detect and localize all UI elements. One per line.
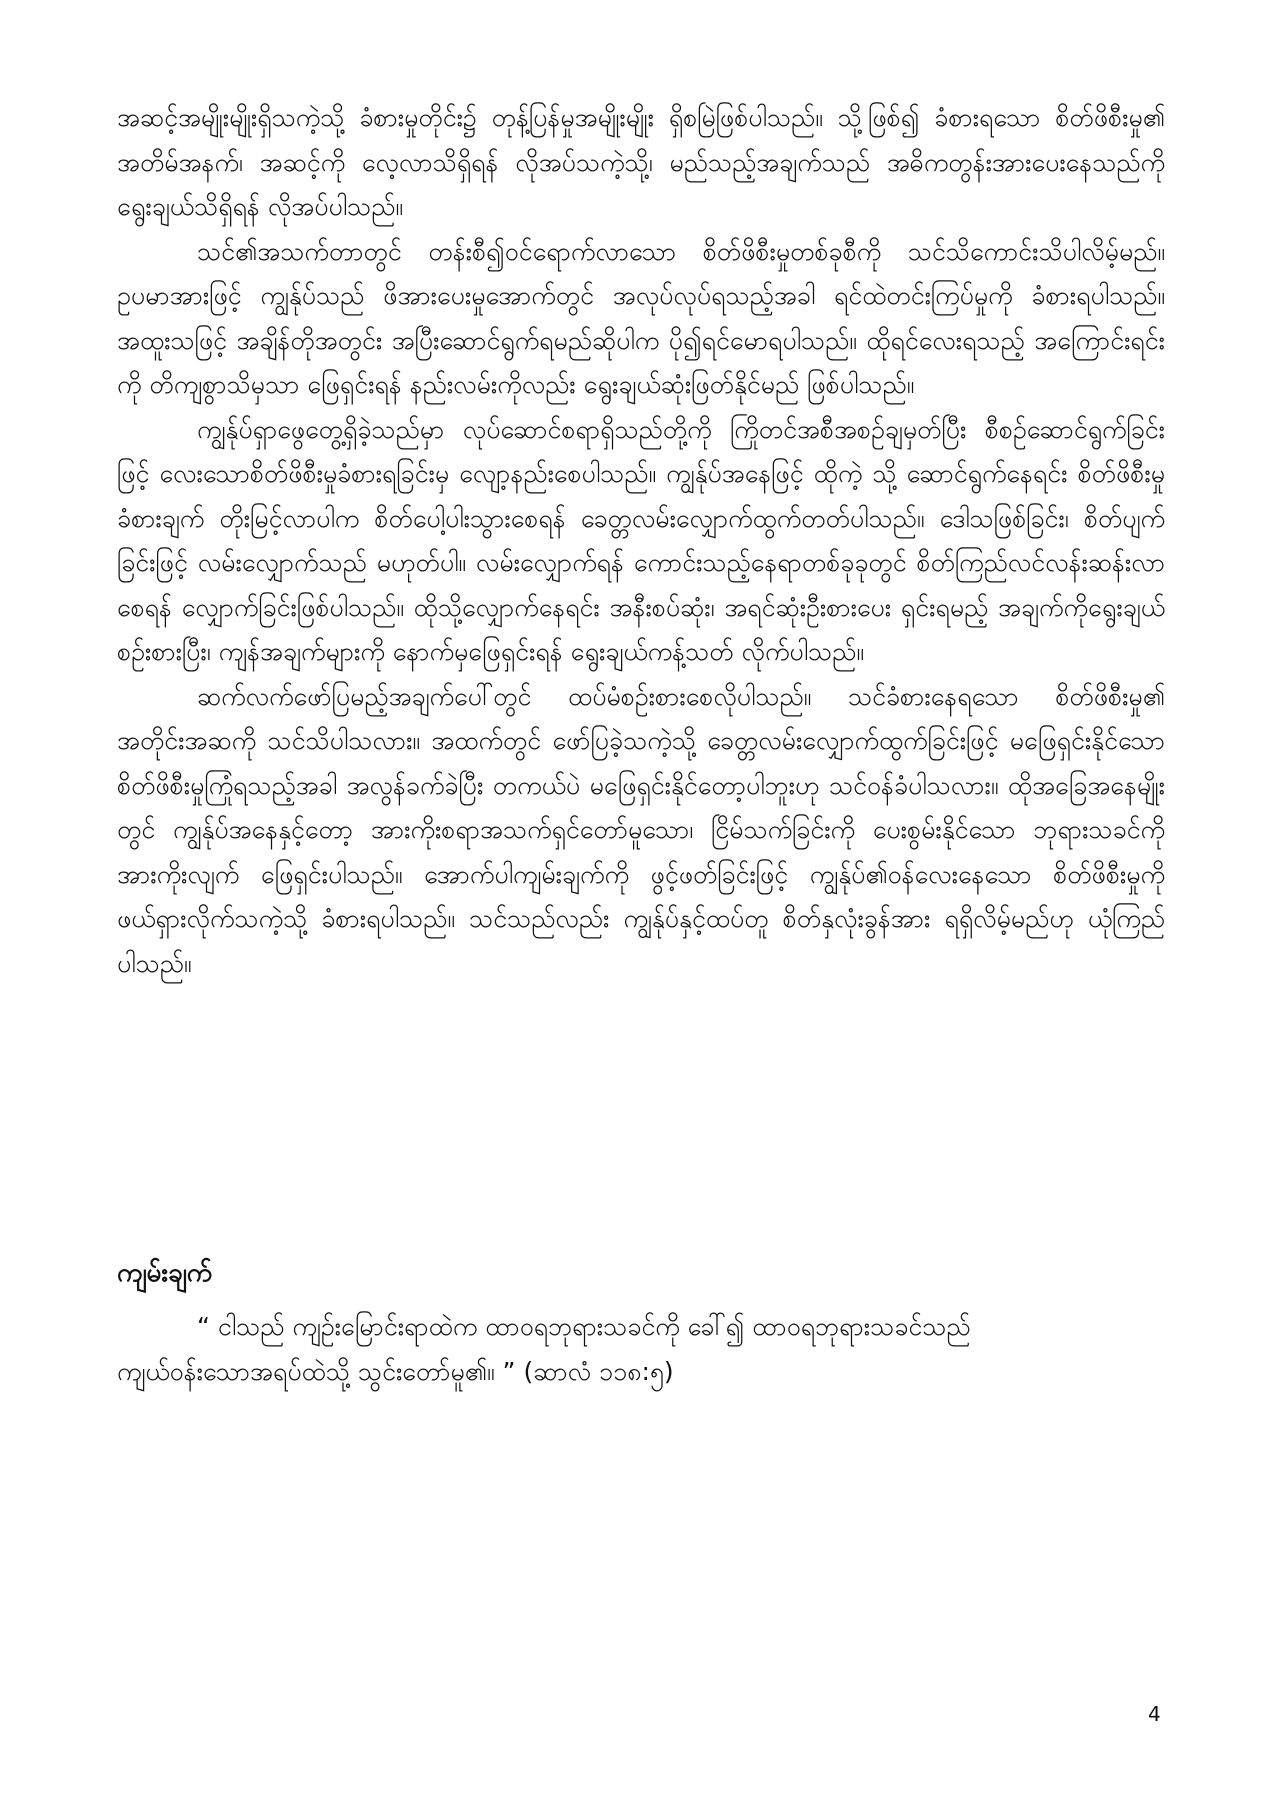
paragraph-2: သင်၏အသက်တာတွင် တန်းစီ၍ဝင်ရောက်လာသော စိတ်ဖိစီးမှုတစ်ခုစီကို သင်သိကောင်းသိပါလိမ့်မည်။ ဥပမာအားဖြင့် ကျွန်ုပ်သည် ဖိအားပေးမှုအောက်တွင် အလုပ်လုပ်ရသည့်အခါ ရင်ထဲတင်းကြပ်မှုကို ခံစားရပါသည်။ အထူးသဖြင့် အချိန်တိုအတွင်း အပြီးဆောင်ရွက်ရမည်ဆိုပါက ပို၍ရင်မောရပါသည်။ ထိုရင်လေးရသည့် အကြောင်းရင်းကို တိကျစွာသိမှသာ ဖြေရှင်းရန် နည်းလမ်းကိုလည်း ရွေးချယ်ဆုံးဖြတ်နိုင်မည် ဖြစ်ပါသည်။	[117, 236, 1165, 399]
quote-line-2: ကျယ်ဝန်းသောအရပ်ထဲသို့ သွင်းတော်မူ၏။ ” (ဆာလံ ၁၁၈:၅)	[117, 1356, 674, 1386]
scripture-quote	[117, 1305, 1165, 1394]
section-heading: ကျမ်းချက်	[117, 1258, 213, 1288]
paragraph-4: ဆက်လက်ဖော်ပြမည့်အချက်ပေါ်တွင် ထပ်မံစဉ်းစားစေလိုပါသည်။ သင်ခံစားနေရသော စိတ်ဖိစီးမှု၏ အတိုင်းအဆကို သင်သိပါသလား။ အထက်တွင် ဖော်ပြခဲ့သကဲ့သို့ ခေတ္တလမ်းလျှောက်ထွက်ခြင်းဖြင့် မဖြေရှင်းနိုင်သော စိတ်ဖိစီးမှုကြုံရသည့်အခါ အလွန်ခက်ခဲပြီး တကယ်ပဲ မဖြေရှင်းနိုင်တော့ပါဘူးဟု သင်ဝန်ခံပါသလား။ ထိုအခြေအနေမျိုးတွင် ကျွန်ုပ်အနေနှင့်တော့ အားကိုးစရာအသက်ရှင်တော်မူသော၊ ငြိမ်သက်ခြင်းကို ပေးစွမ်းနိုင်သော ဘုရားသခင်ကို အားကိုးလျက် ဖြေရှင်းပါသည်။ အောက်ပါကျမ်းချက်ကို ဖွင့်ဖတ်ခြင်းဖြင့် ကျွန်ုပ်၏ဝန်လေးနေသော စိတ်ဖိစီးမှုကို ဖယ်ရှားလိုက်သကဲ့သို့ ခံစားရပါသည်။ သင်သည်လည်း ကျွန်ုပ်နှင့်ထပ်တူ စိတ်နှလုံးခွန်အား ရရှိလိမ့်မည်ဟု ယုံကြည်ပါသည်။	[117, 681, 1165, 978]
paragraph-3: ကျွန်ုပ်ရှာဖွေတွေ့ရှိခဲ့သည်မှာ လုပ်ဆောင်စရာရှိသည်တို့ကို ကြိုတင်အစီအစဉ်ချမှတ်ပြီး စီစဉ်ဆောင်ရွက်ခြင်းဖြင့် လေးသောစိတ်ဖိစီးမှုခံစားရခြင်းမှ လျော့နည်းစေပါသည်။ ကျွန်ုပ်အနေဖြင့် ထိုကဲ့ သို့ ဆောင်ရွက်နေရင်း စိတ်ဖိစီးမှုခံစားချက် တိုးမြင့်လာပါက စိတ်ပေါ့ပါးသွားစေရန် ခေတ္တလမ်းလျှောက်ထွက်တတ်ပါသည်။ ဒေါသဖြစ်ခြင်း၊ စိတ်ပျက်ခြင်းဖြင့် လမ်းလျှောက်သည် မဟုတ်ပါ။ လမ်းလျှောက်ရန် ကောင်းသည့်နေရာတစ်ခုခုတွင် စိတ်ကြည်လင်လန်းဆန်းလာစေရန် လျှောက်ခြင်းဖြစ်ပါသည်။ ထိုသို့လျှောက်နေရင်း အနီးစပ်ဆုံး၊ အရင်ဆုံးဦးစားပေး ရှင်းရမည့် အချက်ကိုရွေးချယ်စဉ်းစားပြီး၊ ကျန်အချက်များကို နောက်မှဖြေရှင်းရန် ရွေးချယ်ကန့်သတ် လိုက်ပါသည်။	[117, 414, 1165, 666]
paragraph-1: အဆင့်အမျိုးမျိုးရှိသကဲ့သို့ ခံစားမှုတိုင်း၌ တုန့်ပြန်မှုအမျိုးမျိုး ရှိစမြဲဖြစ်ပါသည်။ သို့ဖြစ်၍ ခံစားရသော စိတ်ဖိစီးမှု၏ အတိမ်အနက်၊ အဆင့်ကို လေ့လာသိရှိရန် လိုအပ်သကဲ့သို့၊ မည်သည့်အချက်သည် အဓိကတွန်းအားပေးနေသည်ကို ရွေးချယ်သိရှိရန် လိုအပ်ပါသည်။	[117, 103, 1165, 221]
body-text	[117, 96, 1165, 986]
quote-line-1: “ ငါသည် ကျဉ်းမြောင်းရာထဲက ထာဝရဘုရားသခင်ကို ခေါ်၍ ထာဝရဘုရားသခင်သည်	[197, 1312, 971, 1341]
page-number: 4	[1148, 1702, 1161, 1726]
